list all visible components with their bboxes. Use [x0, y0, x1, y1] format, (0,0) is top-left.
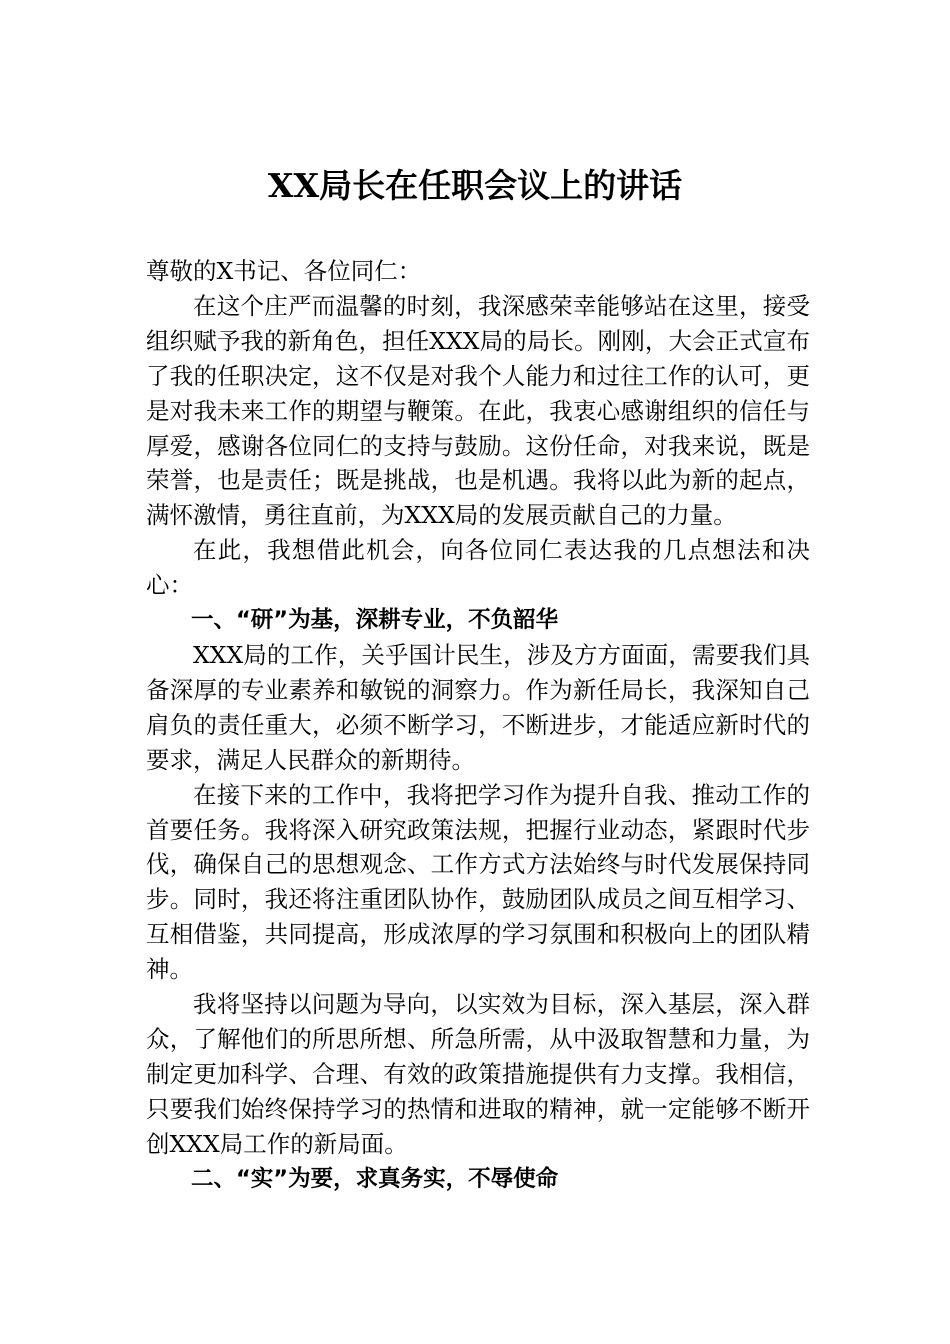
- paragraph: XXX局的工作，关乎国计民生，涉及方方面面，需要我们具备深厚的专业素养和敏锐的洞察力。作为新任局长，我深知自己肩负的责任重大，必须不断学习，不断进步，才能适应新时代的要求，满足人民群众的新期待。: [146, 640, 810, 774]
- paragraph: 我将坚持以问题为导向，以实效为目标，深入基层，深入群众，了解他们的所思所想、所急所需，从中汲取智慧和力量，为制定更加科学、合理、有效的政策措施提供有力支撑。我相信，只要我们始终保持学习的热情和进取的精神，就一定能够不断开创XXX局工作的新局面。: [146, 990, 810, 1158]
- section-heading: 二、“实”为要，求真务实，不辱使命: [191, 1165, 559, 1192]
- document-body: [146, 254, 810, 1196]
- paragraph: 在这个庄严而温馨的时刻，我深感荣幸能够站在这里，接受组织赋予我的新角色，担任XXX局的局长。刚刚，大会正式宣布了我的任职决定，这不仅是对我个人能力和过往工作的认可，更是对我未来工作的期望与鞭策。在此，我衷心感谢组织的信任与厚爱，感谢各位同仁的支持与鼓励。这份任命，对我来说，既是荣誉，也是责任；既是挑战，也是机遇。我将以此为新的起点，满怀激情，勇往直前，为XXX局的发展贡献自己的力量。: [146, 291, 810, 530]
- paragraph: 在接下来的工作中，我将把学习作为提升自我、推动工作的首要任务。我将深入研究政策法规，把握行业动态，紧跟时代步伐，确保自己的思想观念、工作方式方法始终与时代发展保持同步。同时，我还将注重团队协作，鼓励团队成员之间互相学习、互相借鉴，共同提高，形成浓厚的学习氛围和积极向上的团队精神。: [146, 780, 810, 984]
- salutation: 尊敬的X书记、各位同仁：: [146, 257, 422, 285]
- section-heading: 一、“研”为基，深耕专业，不负韶华: [191, 607, 559, 634]
- document-title: XX局长在任职会议上的讲话: [267, 166, 683, 205]
- paragraph: 在此，我想借此机会，向各位同仁表达我的几点想法和决心：: [146, 536, 810, 600]
